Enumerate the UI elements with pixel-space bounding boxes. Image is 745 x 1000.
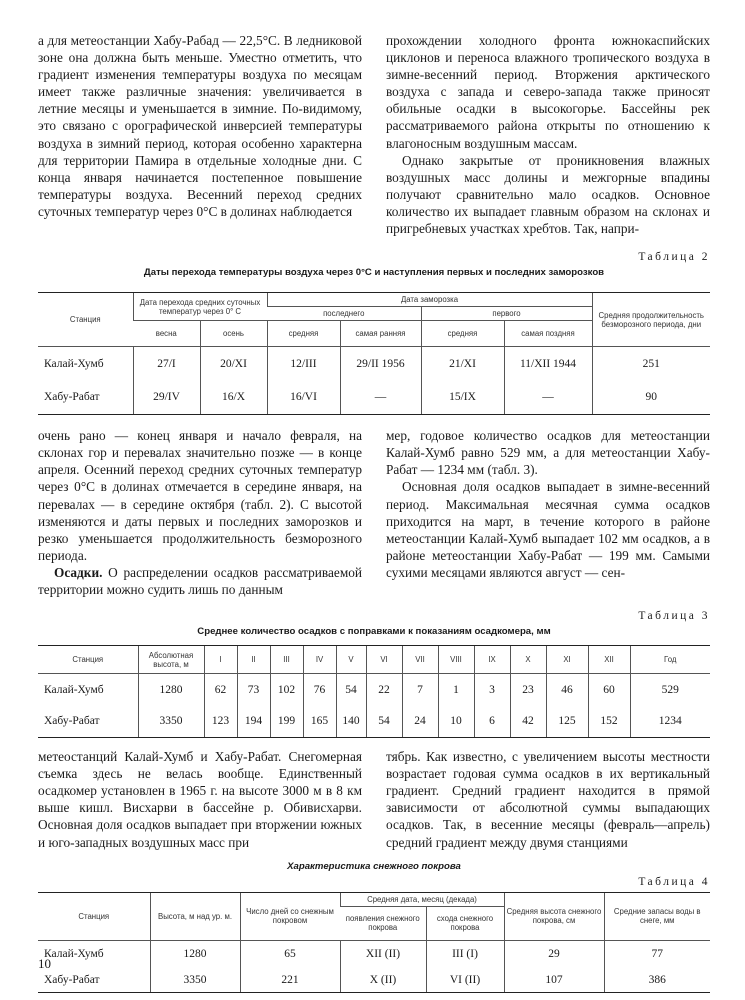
- cell: 29: [504, 940, 604, 968]
- text-block-lower: [38, 748, 710, 851]
- header-month: XII: [588, 646, 630, 674]
- header-last: последнего: [267, 307, 421, 321]
- paragraph: Однако закрытые от проникновения влажных воздушных масс долины и межгорные впадины получают сравнительно мало осадков. Основное количество их выпадает главным образом на склонах и пригребневых участках хребтов. Так, напри-: [386, 152, 710, 237]
- cell: VI (II): [426, 968, 504, 992]
- header-month: IV: [303, 646, 336, 674]
- header-melt: схода снежного покрова: [426, 906, 504, 940]
- cell: 11/XII 1944: [504, 347, 592, 381]
- cell: 1280: [150, 940, 240, 968]
- cell: 23: [510, 674, 546, 706]
- header-transition: Дата перехода средних суточных температур через 0° С: [133, 293, 267, 321]
- text-block-middle: [38, 427, 710, 598]
- column-right: [386, 32, 710, 237]
- cell: 386: [604, 968, 710, 992]
- paragraph-osadki: [38, 564, 362, 598]
- cell: 10: [438, 706, 474, 738]
- header-month: III: [270, 646, 303, 674]
- cell: Хабу-Рабат: [38, 968, 150, 992]
- header-avg: средняя: [421, 321, 504, 347]
- cell: 221: [240, 968, 340, 992]
- cell: 27/I: [133, 347, 200, 381]
- header-month: XI: [546, 646, 588, 674]
- cell: 102: [270, 674, 303, 706]
- cell: 1234: [630, 706, 710, 738]
- table-2: [38, 292, 710, 415]
- cell: 77: [604, 940, 710, 968]
- table-2-block: [38, 251, 710, 415]
- table-row: [38, 706, 710, 738]
- header-month: VIII: [438, 646, 474, 674]
- cell: 24: [402, 706, 438, 738]
- header-month: VI: [366, 646, 402, 674]
- cell: 73: [237, 674, 270, 706]
- header-appear: появления снежного покрова: [340, 906, 426, 940]
- cell: 54: [366, 706, 402, 738]
- cell: —: [504, 381, 592, 415]
- header-height: Высота, м над ур. м.: [150, 892, 240, 940]
- table-3: [38, 645, 710, 738]
- page: [38, 32, 710, 993]
- column-left: [38, 427, 362, 598]
- text-block-top: [38, 32, 710, 237]
- paragraph: Основная доля осадков выпадает в зимне-весенний период. Максимальная месячная сумма осадков приходится на март, в течение которого в районе метеостанции Калай-Хумб выпадает 102 мм осадков, а в районе метеостанции Хабу-Рабат — 199 мм. Самыми сухими месяцами являются август — сен-: [386, 479, 710, 580]
- table-row: [38, 674, 710, 706]
- table-4-block: [38, 861, 710, 993]
- column-right: [386, 427, 710, 598]
- header-month: X: [510, 646, 546, 674]
- cell: 165: [303, 706, 336, 738]
- header-first: первого: [421, 307, 592, 321]
- header-days: Число дней со снежным покровом: [240, 892, 340, 940]
- header-month: II: [237, 646, 270, 674]
- cell: 140: [336, 706, 366, 738]
- table-4: [38, 892, 710, 993]
- header-frost: Дата заморозка: [267, 293, 592, 307]
- cell: 7: [402, 674, 438, 706]
- paragraph: прохождении холодного фронта южнокаспийских циклонов и переноса влажного тропического воздуха в зимне-весенний период. Вторжения арктического воздуха с запада и северо-запада также приносят обильные осадки в высокогорье. Бассейны рек рассматриваемого района открыты по отношению к влагоносным воздушным массам.: [386, 33, 710, 151]
- cell: 194: [237, 706, 270, 738]
- cell: 20/XI: [200, 347, 267, 381]
- paragraph: метеостанций Калай-Хумб и Хабу-Рабат. Снегомерная съемка здесь не велась вообще. Единственный осадкомер установлен в 1965 г. на высоте 3000 м в 8 км выше кишл. Висхарви в бассейне р. Обивисхарви. Основная доля осадков выпадает при вторжении южных и юго-западных воздушных масс при: [38, 749, 362, 850]
- page-number: 10: [38, 956, 51, 971]
- cell: 152: [588, 706, 630, 738]
- cell: 125: [546, 706, 588, 738]
- header-year: Год: [630, 646, 710, 674]
- table-number: Таблица 2: [638, 251, 710, 264]
- cell: 42: [510, 706, 546, 738]
- cell: 199: [270, 706, 303, 738]
- cell: 107: [504, 968, 604, 992]
- cell: 29/IV: [133, 381, 200, 415]
- header-avg: средняя: [267, 321, 340, 347]
- header-height: Абсолютная высота, м: [138, 646, 204, 674]
- header-month: IX: [474, 646, 510, 674]
- cell: 1: [438, 674, 474, 706]
- header-station: Станция: [38, 646, 138, 674]
- table-row: [38, 381, 710, 415]
- cell: III (I): [426, 940, 504, 968]
- cell: 22: [366, 674, 402, 706]
- cell: Хабу-Рабат: [38, 381, 133, 415]
- header-avgdate: Средняя дата, месяц (декада): [340, 892, 504, 906]
- header-frostfree: Средняя продолжительность безморозного периода, дни: [592, 293, 710, 347]
- cell: 54: [336, 674, 366, 706]
- column-left: [38, 748, 362, 851]
- cell: 65: [240, 940, 340, 968]
- cell: XII (II): [340, 940, 426, 968]
- cell: Калай-Хумб: [44, 357, 104, 370]
- cell: 90: [592, 381, 710, 415]
- table-number: Таблица 3: [638, 610, 710, 623]
- paragraph-text: О распределении осадков рассматриваемой территории можно судить лишь по данным: [38, 564, 362, 597]
- cell: 251: [592, 347, 710, 381]
- cell: 529: [630, 674, 710, 706]
- cell: —: [340, 381, 421, 415]
- header-depth: Средняя высота снежного покрова, см: [504, 892, 604, 940]
- header-earliest: самая ранняя: [340, 321, 421, 347]
- cell: 62: [204, 674, 237, 706]
- column-right: [386, 748, 710, 851]
- header-station: Станция: [38, 892, 150, 940]
- section-heading: Осадки.: [54, 564, 103, 580]
- header-latest: самая поздняя: [504, 321, 592, 347]
- cell: 16/VI: [267, 381, 340, 415]
- cell: Калай-Хумб: [44, 948, 104, 961]
- cell: 3350: [138, 706, 204, 738]
- header-water: Средние запасы воды в снеге, мм: [604, 892, 710, 940]
- table-row: [38, 940, 710, 968]
- cell: 3350: [150, 968, 240, 992]
- paragraph: а для метеостанции Хабу-Рабад — 22,5°С. В ледниковой зоне она должна быть меньше. Уместно отметить, что градиент изменения температуры воздуха по месяцам имеет также различные значения: увеличивается в летние месяцы и уменьшается в зимние. По-видимому, это связано с орографической инверсией температуры воздуха в зимний период, которая особенно характерна для территории Памира в отдельные холодные дни. С конца января начинается постепенное повышение температуры воздуха. Весенний переход средних суточных температур через 0°С в долинах наблюдается: [38, 33, 362, 219]
- table-number: Таблица 4: [638, 875, 710, 888]
- cell: Калай-Хумб: [44, 683, 104, 696]
- cell: 76: [303, 674, 336, 706]
- table-caption: Среднее количество осадков с поправками к показаниям осадкомера, мм: [197, 626, 551, 638]
- table-caption: Даты перехода температуры воздуха через 0°С и наступления первых и последних заморозков: [143, 267, 605, 279]
- table-row: [38, 347, 710, 381]
- paragraph: тябрь. Как известно, с увеличением высоты местности возрастает годовая сумма осадков в их вертикальный градиент. Средний градиент находится в прямой зависимости от абсолютной суммы выпадающих осадков. Так, в весенние месяцы (февраль—апрель) средний градиент между двумя станциями: [386, 749, 710, 850]
- cell: 16/X: [200, 381, 267, 415]
- cell: 29/II 1956: [340, 347, 421, 381]
- cell: 123: [204, 706, 237, 738]
- paragraph: очень рано — конец января и начало февраля, на склонах гор и перевалах значительно позже — в конце апреля. Осенний переход средних суточных температур через 0°С в долинах отмечается в середине января, на перевалах — в середине октября (табл. 2). С высотой изменяются и даты первых и последних заморозков и резко уменьшается продолжительность безморозного периода.: [38, 428, 362, 563]
- paragraph: мер, годовое количество осадков для метеостанции Калай-Хумб равно 529 мм, а для метеостанции Хабу-Рабат — 1234 мм (табл. 3).: [386, 428, 710, 478]
- table-3-block: [38, 610, 710, 738]
- cell: 3: [474, 674, 510, 706]
- cell: 21/XI: [421, 347, 504, 381]
- cell: X (II): [340, 968, 426, 992]
- header-autumn: осень: [200, 321, 267, 347]
- cell: 12/III: [267, 347, 340, 381]
- cell: 60: [588, 674, 630, 706]
- header-spring: весна: [133, 321, 200, 347]
- header-station: Станция: [38, 293, 133, 347]
- cell: 6: [474, 706, 510, 738]
- cell: 46: [546, 674, 588, 706]
- header-month: V: [336, 646, 366, 674]
- table-row: [38, 968, 710, 992]
- cell: 1280: [138, 674, 204, 706]
- cell: 15/IX: [421, 381, 504, 415]
- table-caption: Характеристика снежного покрова: [287, 860, 461, 872]
- header-month: I: [204, 646, 237, 674]
- header-month: VII: [402, 646, 438, 674]
- column-left: [38, 32, 362, 237]
- cell: Хабу-Рабат: [38, 706, 138, 738]
